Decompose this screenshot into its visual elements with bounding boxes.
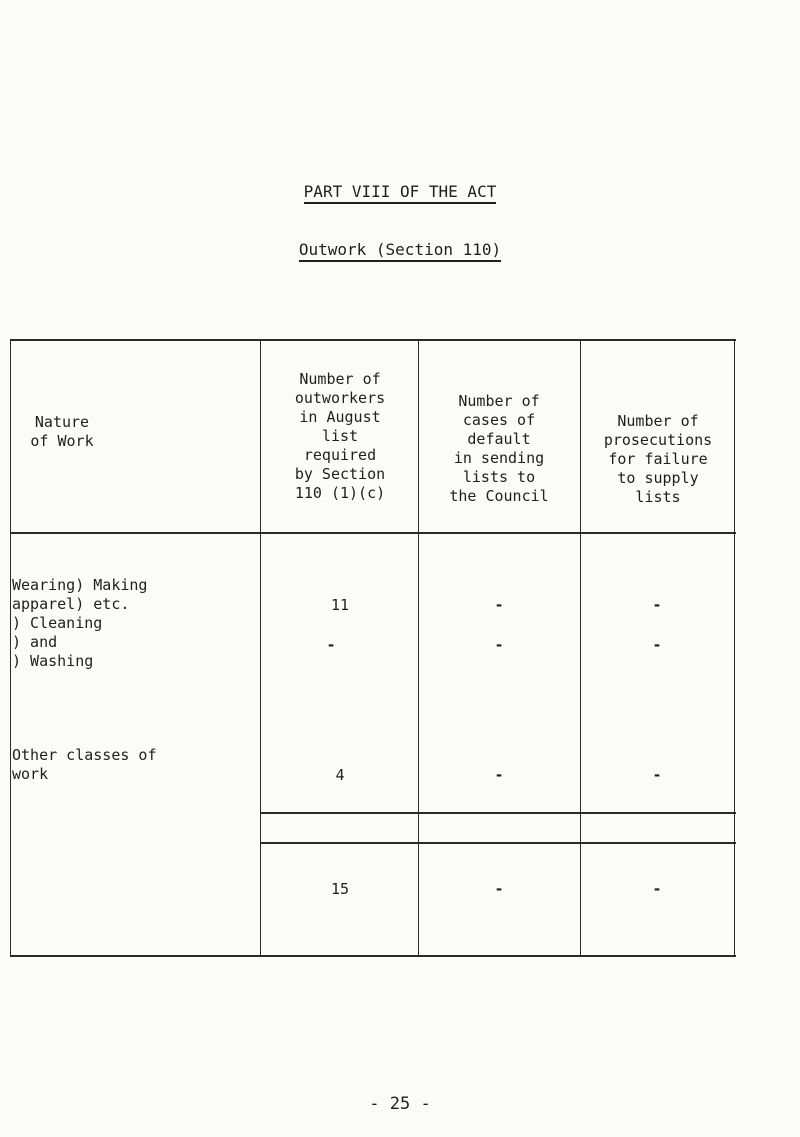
column-rule-1 (260, 340, 261, 956)
header-prosecutions: Number of prosecutions for failure to supply lists (603, 412, 713, 506)
totals-default: - (494, 880, 504, 898)
row-other-classes-nature: Other classes of work (12, 746, 157, 783)
row-other-classes-default: - (494, 766, 504, 784)
table-left-rule (10, 340, 11, 956)
header-cases-of-default: Number of cases of default in sending lists to the Council (449, 392, 549, 505)
page-subtitle: Outwork (Section 110) (0, 240, 800, 259)
totals-outworkers: 15 (330, 880, 350, 898)
row-cleaning-washing-outworkers: - (326, 636, 336, 654)
column-rule-3 (580, 340, 581, 956)
page-number: - 25 - (369, 1094, 431, 1114)
row-making-apparel-prosecutions: - (652, 596, 662, 614)
row-making-apparel-nature: Wearing) Making apparel) etc. (12, 576, 148, 613)
row-cleaning-washing-default: - (494, 636, 504, 654)
body-bottom-rule (260, 812, 736, 814)
header-bottom-rule (10, 532, 736, 534)
header-number-of-outworkers: Number of outworkers in August list required by Section 110 (1)(c) (294, 370, 386, 502)
totals-prosecutions: - (652, 880, 662, 898)
page-title: PART VIII OF THE ACT (0, 182, 800, 201)
totals-top-rule (260, 842, 736, 844)
row-cleaning-washing-prosecutions: - (652, 636, 662, 654)
row-making-apparel-outworkers: 11 (330, 596, 350, 614)
table-bottom-rule (10, 955, 736, 957)
row-cleaning-washing-nature: ) Cleaning ) and ) Washing (12, 614, 103, 670)
row-making-apparel-default: - (494, 596, 504, 614)
header-nature-of-work: Nature of Work (30, 413, 94, 450)
table-right-rule (734, 340, 735, 956)
column-rule-2 (418, 340, 419, 956)
row-other-classes-prosecutions: - (652, 766, 662, 784)
row-other-classes-outworkers: 4 (335, 766, 345, 784)
table-top-rule (10, 339, 736, 341)
